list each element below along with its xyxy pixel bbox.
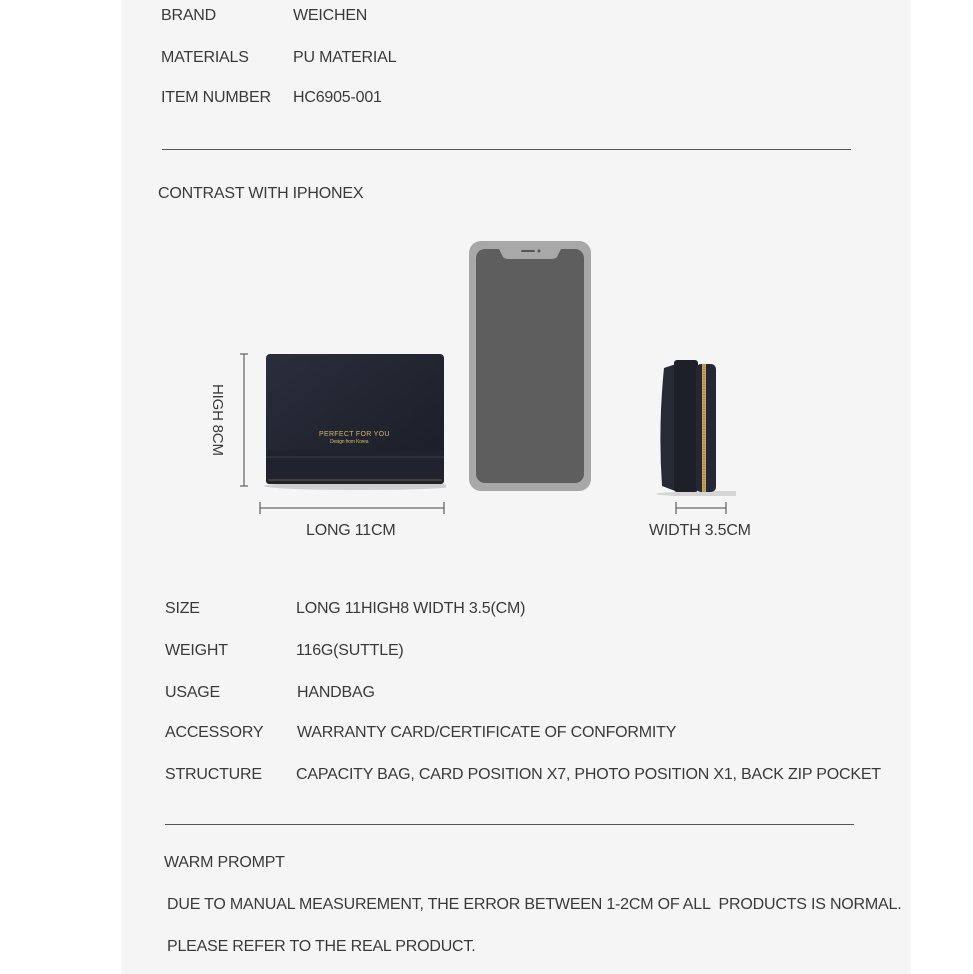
item-number-label: ITEM NUMBER bbox=[161, 89, 271, 106]
length-dimension-line bbox=[258, 500, 446, 516]
wallet-side-image bbox=[656, 358, 736, 496]
warm-prompt-title: WARM PROMPT bbox=[164, 854, 285, 871]
item-number-value: HC6905-001 bbox=[293, 89, 382, 106]
width-dimension-line bbox=[674, 500, 728, 516]
structure-label: STRUCTURE bbox=[165, 766, 262, 783]
warm-prompt-line2: PLEASE REFER TO THE REAL PRODUCT. bbox=[167, 938, 476, 955]
height-label: HIGH 8CM bbox=[209, 384, 226, 456]
wallet-front-image bbox=[264, 352, 446, 490]
length-label: LONG 11CM bbox=[306, 522, 396, 539]
width-label: WIDTH 3.5CM bbox=[649, 522, 751, 539]
divider-top bbox=[162, 149, 851, 150]
accessory-label: ACCESSORY bbox=[165, 724, 264, 741]
materials-label: MATERIALS bbox=[161, 49, 249, 66]
wallet-logo-line2: Design from Korea bbox=[330, 439, 369, 445]
weight-label: WEIGHT bbox=[165, 642, 228, 659]
weight-value: 116G(SUTTLE) bbox=[296, 642, 404, 659]
materials-value: PU MATERIAL bbox=[293, 49, 397, 66]
accessory-value: WARRANTY CARD/CERTIFICATE OF CONFORMITY bbox=[297, 724, 677, 741]
warm-prompt-line1: DUE TO MANUAL MEASUREMENT, THE ERROR BETWEEN 1-2CM OF ALL PRODUCTS IS NORMAL. bbox=[167, 896, 902, 913]
wallet-logo-line1: PERFECT FOR YOU bbox=[319, 431, 390, 438]
brand-value: WEICHEN bbox=[293, 7, 368, 24]
contrast-title: CONTRAST WITH IPHONEX bbox=[158, 185, 364, 202]
usage-value: HANDBAG bbox=[297, 684, 375, 701]
size-value: LONG 11HIGH8 WIDTH 3.5(CM) bbox=[296, 600, 526, 617]
brand-label: BRAND bbox=[161, 7, 217, 24]
structure-value: CAPACITY BAG, CARD POSITION X7, PHOTO POSITION X1, BACK ZIP POCKET bbox=[296, 766, 881, 783]
divider-bottom bbox=[165, 824, 854, 825]
usage-label: USAGE bbox=[165, 684, 221, 701]
height-dimension-line bbox=[236, 352, 252, 488]
size-label: SIZE bbox=[165, 600, 200, 617]
iphone-x-illustration bbox=[469, 241, 591, 491]
